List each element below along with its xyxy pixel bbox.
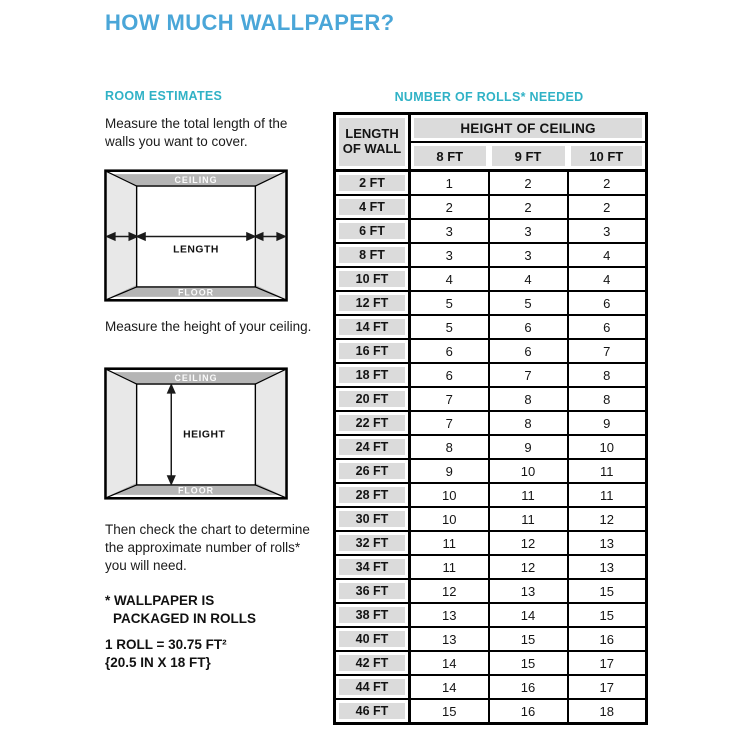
table-row (335, 651, 647, 675)
roll-spec-line1: 1 ROLL = 30.75 FT² (105, 637, 227, 652)
wall-length-cell: 42 FT (335, 651, 410, 675)
table-row (335, 603, 647, 627)
rolls-count-cell: 13 (410, 627, 489, 651)
rolls-count-cell: 10 (489, 459, 568, 483)
rolls-count-cell: 3 (489, 243, 568, 267)
table-row (335, 627, 647, 651)
rolls-count-cell: 16 (489, 699, 568, 724)
rolls-count-cell: 5 (489, 291, 568, 315)
wall-length-cell: 26 FT (335, 459, 410, 483)
wall-length-cell: 2 FT (335, 171, 410, 196)
wall-length-cell: 46 FT (335, 699, 410, 724)
rolls-count-cell: 15 (410, 699, 489, 724)
table-row (335, 267, 647, 291)
rolls-count-cell: 18 (568, 699, 647, 724)
rolls-count-cell: 15 (489, 627, 568, 651)
table-row (335, 579, 647, 603)
rolls-count-cell: 3 (410, 243, 489, 267)
rolls-count-cell: 8 (568, 387, 647, 411)
footnote-line2: PACKAGED IN ROLLS (113, 610, 257, 626)
wall-length-cell: 40 FT (335, 627, 410, 651)
rolls-count-cell: 14 (410, 675, 489, 699)
wall-length-cell: 36 FT (335, 579, 410, 603)
wall-length-cell: 28 FT (335, 483, 410, 507)
rolls-count-cell: 15 (568, 603, 647, 627)
wall-length-cell: 32 FT (335, 531, 410, 555)
table-row (335, 243, 647, 267)
table-row (335, 315, 647, 339)
rolls-count-cell: 7 (489, 363, 568, 387)
rolls-count-cell: 17 (568, 675, 647, 699)
rolls-count-cell: 5 (410, 291, 489, 315)
col-header-9ft: 9 FT (489, 142, 568, 171)
height-of-ceiling-header: HEIGHT OF CEILING (410, 114, 647, 143)
wall-length-cell: 20 FT (335, 387, 410, 411)
rolls-count-cell: 11 (568, 483, 647, 507)
rolls-count-cell: 2 (489, 195, 568, 219)
rolls-count-cell: 12 (489, 555, 568, 579)
rolls-count-cell: 3 (410, 219, 489, 243)
table-row (335, 675, 647, 699)
rolls-count-cell: 6 (410, 339, 489, 363)
step-measure-height: Measure the height of your ceiling. (105, 319, 312, 334)
wall-length-cell: 12 FT (335, 291, 410, 315)
rolls-count-cell: 10 (410, 507, 489, 531)
wall-length-cell: 38 FT (335, 603, 410, 627)
room-estimates-heading: ROOM ESTIMATES (105, 89, 223, 103)
rolls-count-cell: 9 (568, 411, 647, 435)
floor-label: FLOOR (177, 485, 215, 496)
rolls-table-body (335, 171, 647, 724)
wallpaper-footnote (105, 592, 256, 627)
table-row (335, 339, 647, 363)
table-row (335, 459, 647, 483)
rolls-count-cell: 12 (410, 579, 489, 603)
rolls-count-cell: 12 (568, 507, 647, 531)
rolls-count-cell: 11 (489, 483, 568, 507)
step-check-chart: Then check the chart to determine the approximate number of rolls* you will need. (105, 522, 310, 573)
ceiling-label: CEILING (174, 373, 218, 384)
rolls-count-cell: 9 (489, 435, 568, 459)
roll-spec (105, 636, 227, 671)
rolls-count-cell: 9 (410, 459, 489, 483)
rolls-count-cell: 2 (568, 195, 647, 219)
step-measure-length: Measure the total length of the walls you want to cover. (105, 116, 288, 149)
table-row (335, 387, 647, 411)
wall-length-cell: 34 FT (335, 555, 410, 579)
rolls-count-cell: 13 (410, 603, 489, 627)
rolls-count-cell: 10 (410, 483, 489, 507)
wall-length-cell: 18 FT (335, 363, 410, 387)
table-row (335, 555, 647, 579)
rolls-count-cell: 4 (410, 267, 489, 291)
rolls-count-cell: 2 (410, 195, 489, 219)
wall-length-cell: 6 FT (335, 219, 410, 243)
wall-length-cell: 30 FT (335, 507, 410, 531)
rolls-count-cell: 16 (489, 675, 568, 699)
rolls-count-cell: 6 (410, 363, 489, 387)
table-row (335, 411, 647, 435)
rolls-count-cell: 8 (489, 411, 568, 435)
table-row (335, 195, 647, 219)
table-row (335, 699, 647, 724)
rolls-count-cell: 5 (410, 315, 489, 339)
wall-length-cell: 22 FT (335, 411, 410, 435)
rolls-count-cell: 6 (568, 291, 647, 315)
height-diagram (104, 367, 288, 500)
rolls-count-cell: 14 (489, 603, 568, 627)
rolls-count-cell: 15 (568, 579, 647, 603)
rolls-count-cell: 3 (489, 219, 568, 243)
rolls-count-cell: 4 (568, 243, 647, 267)
rolls-count-cell: 11 (410, 531, 489, 555)
floor-label: FLOOR (177, 287, 215, 298)
col-header-10ft: 10 FT (568, 142, 647, 171)
rolls-count-cell: 2 (568, 171, 647, 196)
rolls-count-cell: 6 (489, 339, 568, 363)
rolls-count-cell: 11 (489, 507, 568, 531)
rolls-count-cell: 3 (568, 219, 647, 243)
table-row (335, 507, 647, 531)
rolls-count-cell: 8 (489, 387, 568, 411)
table-row (335, 363, 647, 387)
rolls-count-cell: 7 (568, 339, 647, 363)
rolls-count-cell: 4 (489, 267, 568, 291)
rolls-count-cell: 13 (489, 579, 568, 603)
rolls-table-heading: NUMBER OF ROLLS* NEEDED (394, 90, 584, 104)
table-row (335, 291, 647, 315)
rolls-count-cell: 2 (489, 171, 568, 196)
table-row (335, 219, 647, 243)
table-row (335, 483, 647, 507)
wall-length-cell: 8 FT (335, 243, 410, 267)
table-row (335, 531, 647, 555)
rolls-count-cell: 17 (568, 651, 647, 675)
wall-length-cell: 24 FT (335, 435, 410, 459)
left-wall (107, 370, 137, 497)
table-header-row-1 (335, 114, 647, 143)
wall-length-cell: 14 FT (335, 315, 410, 339)
right-wall (255, 370, 285, 497)
rolls-count-cell: 14 (410, 651, 489, 675)
rolls-count-cell: 12 (489, 531, 568, 555)
rolls-count-cell: 1 (410, 171, 489, 196)
wall-length-cell: 4 FT (335, 195, 410, 219)
rolls-count-cell: 8 (410, 435, 489, 459)
length-diagram (104, 169, 288, 302)
rolls-table (333, 112, 648, 725)
rolls-count-cell: 6 (489, 315, 568, 339)
height-label: HEIGHT (183, 429, 226, 441)
wall-length-cell: 16 FT (335, 339, 410, 363)
rolls-count-cell: 7 (410, 387, 489, 411)
rolls-count-cell: 16 (568, 627, 647, 651)
length-of-wall-header: LENGTH OF WALL (335, 114, 410, 171)
rolls-count-cell: 4 (568, 267, 647, 291)
rolls-count-cell: 6 (568, 315, 647, 339)
length-label: LENGTH (173, 244, 219, 256)
rolls-count-cell: 11 (410, 555, 489, 579)
roll-spec-line2: {20.5 IN X 18 FT} (105, 654, 211, 670)
rolls-count-cell: 8 (568, 363, 647, 387)
rolls-count-cell: 10 (568, 435, 647, 459)
rolls-count-cell: 13 (568, 555, 647, 579)
rolls-count-cell: 11 (568, 459, 647, 483)
footnote-line1: * WALLPAPER IS (105, 593, 215, 608)
wall-length-cell: 44 FT (335, 675, 410, 699)
rolls-count-cell: 13 (568, 531, 647, 555)
table-row (335, 171, 647, 196)
wall-length-cell: 10 FT (335, 267, 410, 291)
rolls-count-cell: 15 (489, 651, 568, 675)
ceiling-label: CEILING (174, 175, 218, 186)
page-title: HOW MUCH WALLPAPER? (105, 10, 395, 35)
rolls-count-cell: 7 (410, 411, 489, 435)
col-header-8ft: 8 FT (410, 142, 489, 171)
table-row (335, 435, 647, 459)
